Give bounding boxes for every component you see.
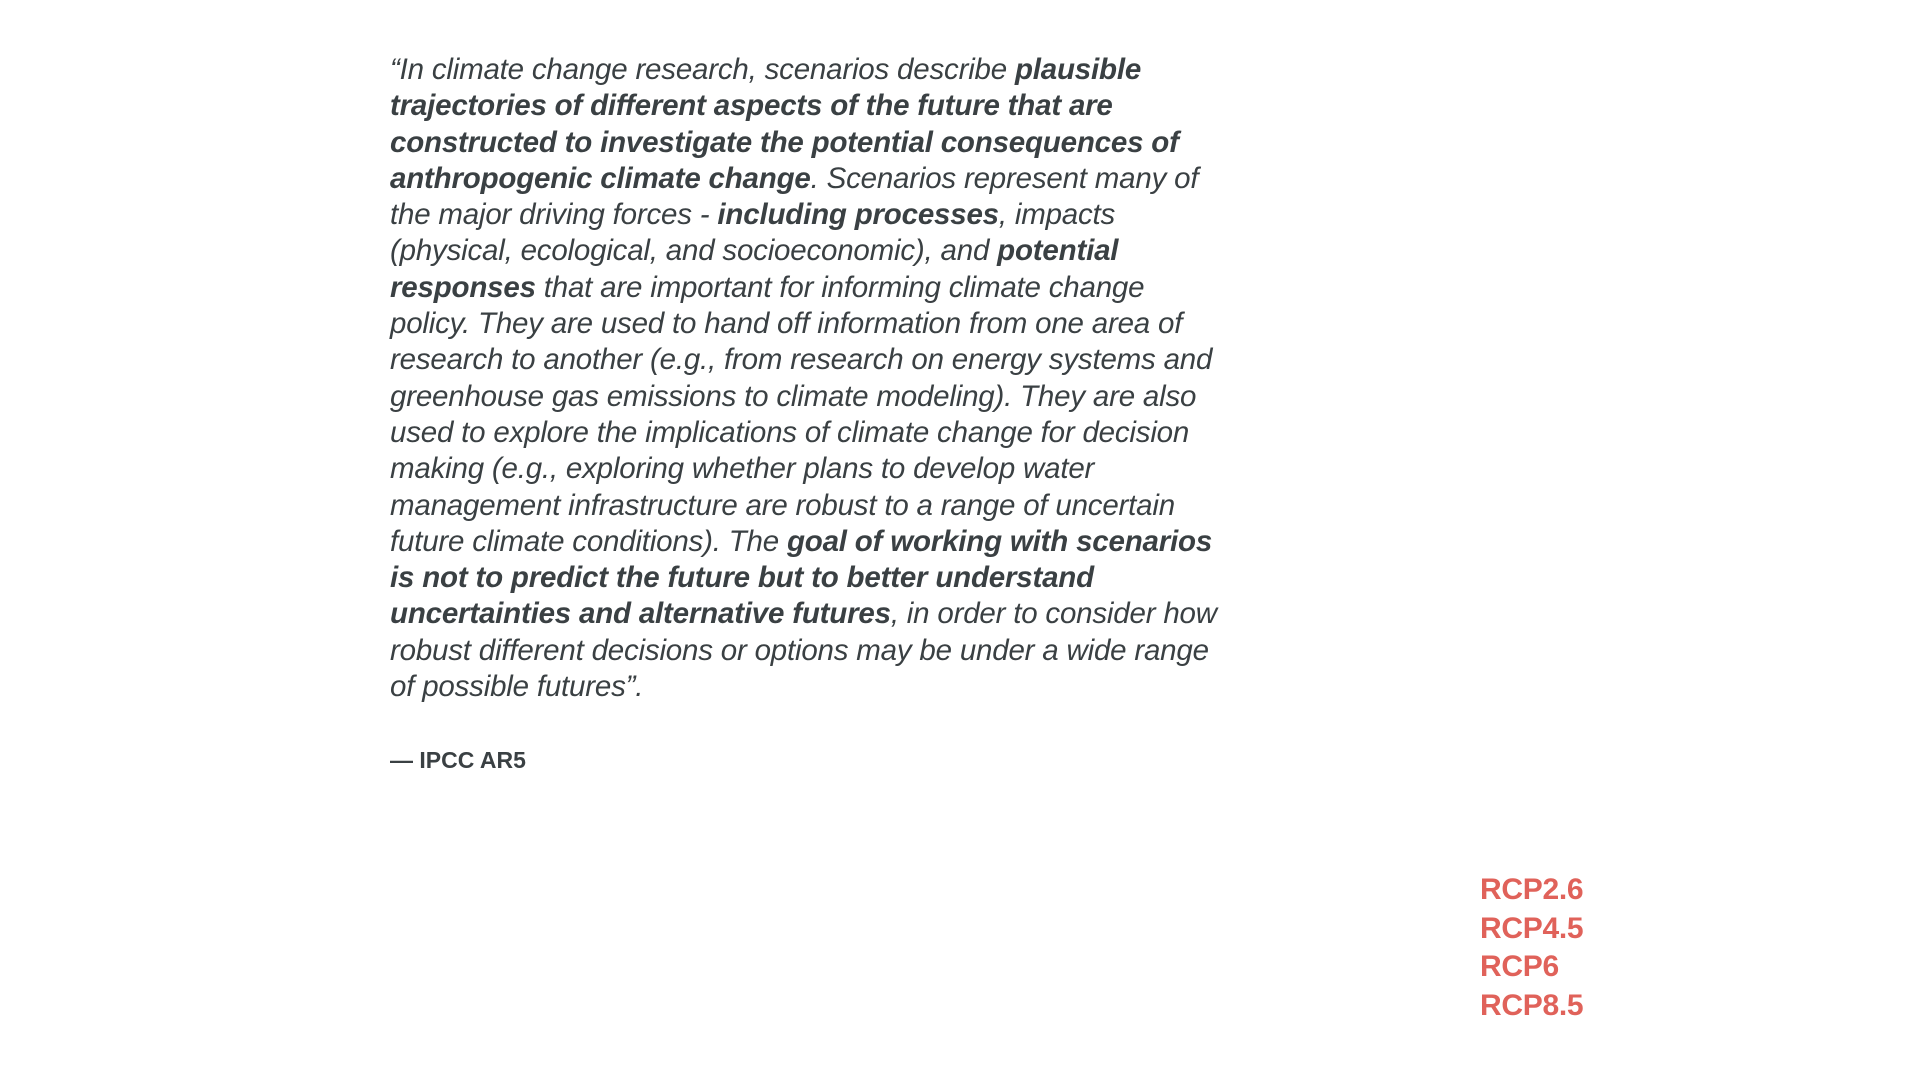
- quote-emphasis: constructed to investigate the potential consequences of: [390, 125, 1179, 159]
- quote-emphasis: including processes: [717, 198, 999, 232]
- quote-block: [390, 52, 1290, 705]
- quote-line: [390, 379, 1290, 415]
- quote-segment: the major driving forces -: [390, 198, 718, 232]
- quote-line: [390, 669, 1290, 705]
- quote-line: [390, 451, 1290, 487]
- quote-segment: “In climate change research, scenarios describe: [390, 53, 1015, 86]
- quote-segment: that are important for informing climate change: [535, 270, 1145, 304]
- quote-segment: , in order to consider how: [890, 597, 1217, 631]
- quote-emphasis: is not to predict the future but to better understand: [390, 561, 1094, 595]
- quote-text: [390, 52, 1290, 705]
- quote-line: [390, 488, 1290, 524]
- quote-line: [390, 633, 1290, 669]
- quote-emphasis: trajectories of different aspects of the future that are: [390, 89, 1113, 123]
- quote-line: [390, 415, 1290, 451]
- quote-segment: , impacts: [998, 198, 1116, 232]
- quote-segment: policy. They are used to hand off information from one area of: [390, 307, 1183, 341]
- quote-segment: . Scenarios represent many of: [810, 161, 1199, 195]
- quote-segment: robust different decisions or options may be under a wide range: [390, 633, 1209, 667]
- quote-line: [390, 596, 1290, 632]
- quote-line: [390, 88, 1290, 124]
- quote-line: [390, 52, 1290, 88]
- quote-line: [390, 125, 1290, 161]
- rcp-scenario-item: RCP8.5: [1480, 988, 1584, 1022]
- quote-line: [390, 197, 1290, 233]
- rcp-scenario-item: RCP2.6: [1480, 873, 1584, 906]
- quote-emphasis: goal of working with scenarios: [786, 524, 1213, 558]
- quote-line: [390, 560, 1290, 596]
- quote-line: [390, 161, 1290, 197]
- quote-segment: of possible futures”.: [390, 670, 644, 704]
- quote-segment: (physical, ecological, and socioeconomic), and: [390, 234, 998, 268]
- quote-segment: management infrastructure are robust to a range of uncertain: [390, 488, 1175, 522]
- quote-segment: research to another (e.g., from research on energy systems and: [390, 343, 1213, 377]
- quote-emphasis: potential: [997, 234, 1119, 268]
- quote-line: [390, 342, 1290, 378]
- quote-line: [390, 306, 1290, 342]
- rcp-scenario-item: RCP6: [1480, 950, 1559, 983]
- quote-segment: greenhouse gas emissions to climate modeling). They are also: [390, 379, 1197, 413]
- quote-emphasis: plausible: [1014, 53, 1142, 86]
- quote-segment: future climate conditions). The: [390, 524, 787, 558]
- rcp-scenario-item: RCP4.5: [1480, 911, 1584, 945]
- rcp-scenario-list: [1480, 871, 1583, 1025]
- quote-emphasis: responses: [390, 270, 536, 304]
- quote-line: [390, 524, 1290, 560]
- quote-line: [390, 270, 1290, 306]
- quote-attribution: — IPCC AR5: [390, 747, 526, 773]
- quote-segment: making (e.g., exploring whether plans to develop water: [390, 452, 1095, 486]
- quote-line: [390, 233, 1290, 269]
- quote-emphasis: anthropogenic climate change: [390, 161, 811, 195]
- quote-emphasis: uncertainties and alternative futures: [390, 597, 891, 631]
- quote-segment: used to explore the implications of climate change for decision: [390, 415, 1190, 449]
